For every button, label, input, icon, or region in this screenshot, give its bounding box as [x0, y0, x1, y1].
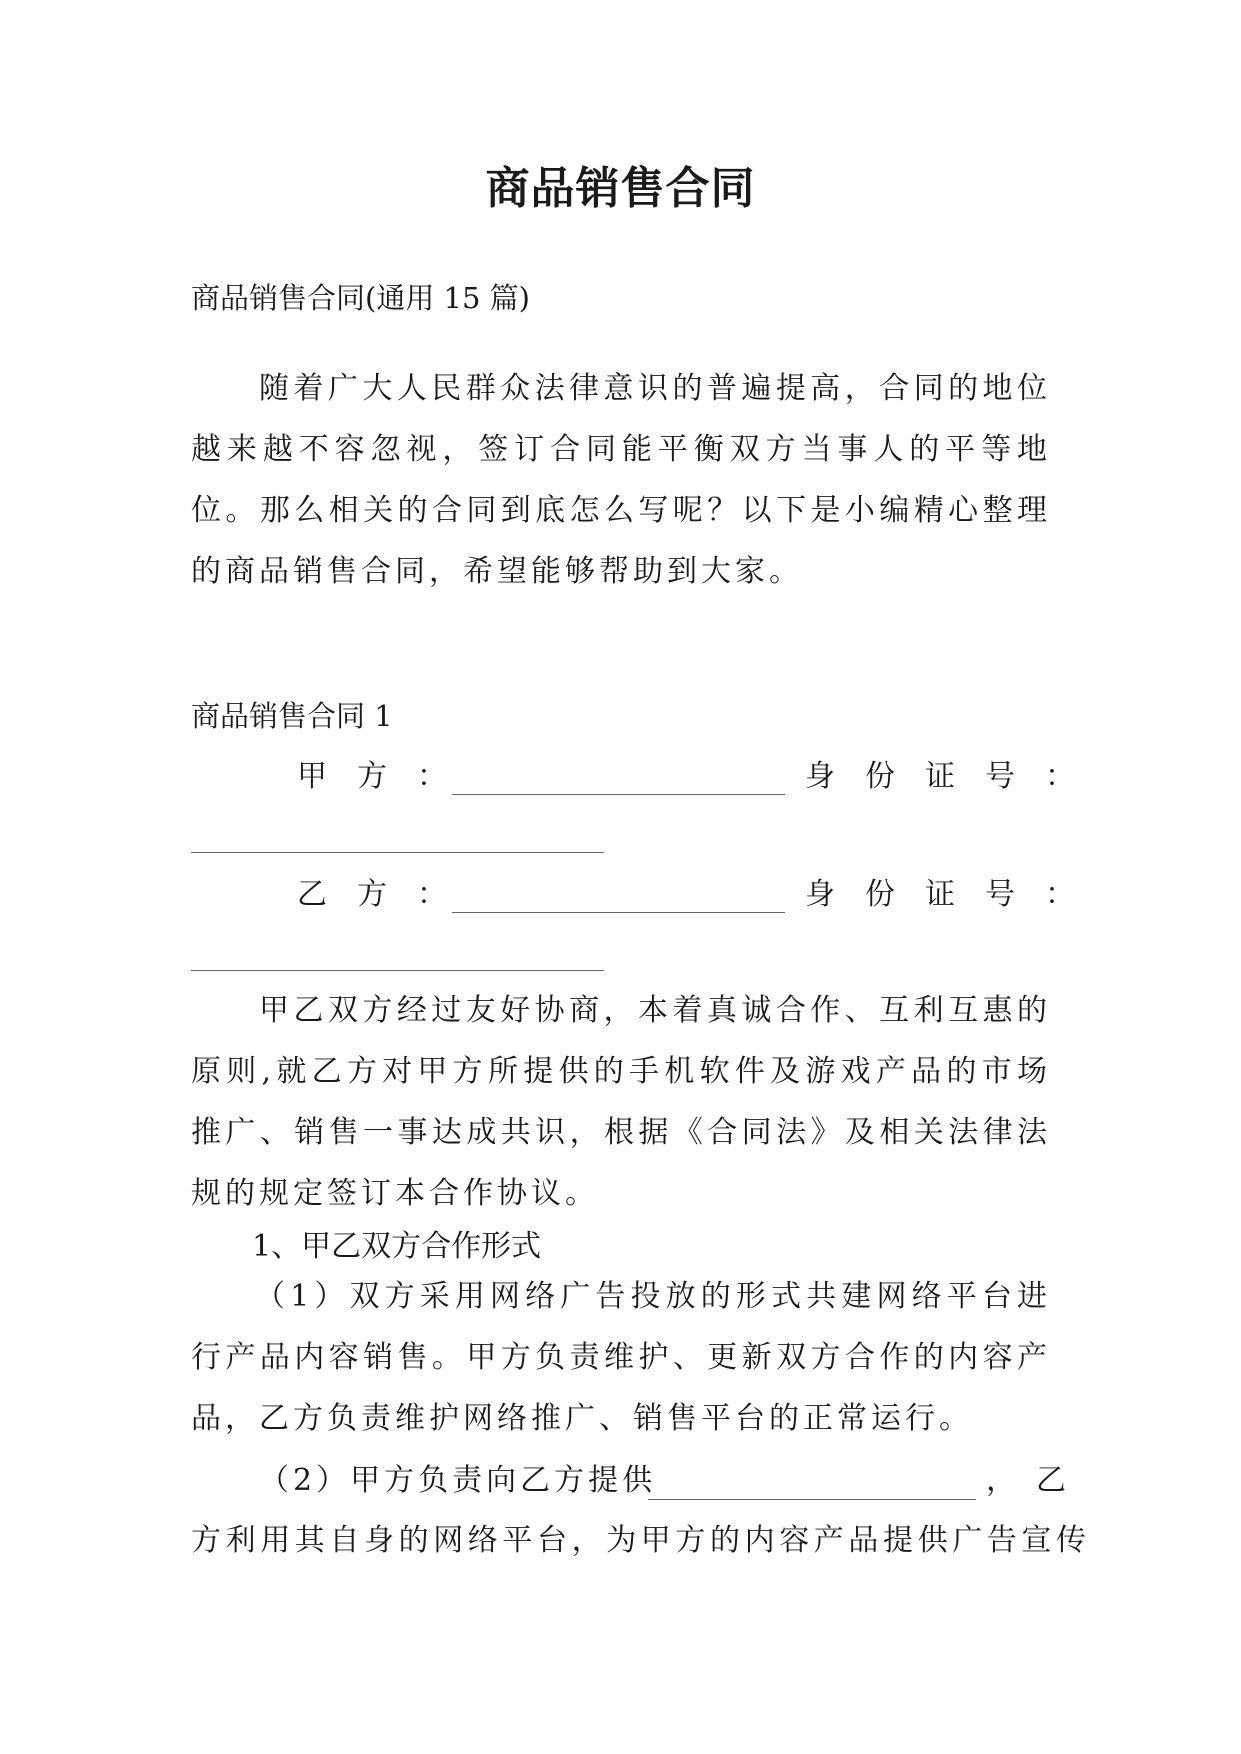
- party-a-name-blank: [452, 794, 785, 795]
- party-b-id-blank: [191, 970, 604, 971]
- clause-1-2-blank: [648, 1499, 976, 1500]
- clause-1-2-continuation: 方利用其自身的网络平台，为甲方的内容产品提供广告宣传: [191, 1523, 1091, 1558]
- clause-1-2-start: （2）甲方负责向乙方提供: [259, 1463, 657, 1498]
- party-a-id-label: 身 份 证 号 ：: [805, 759, 1075, 794]
- preamble-paragraph: 甲乙双方经过友好协商，本着真诚合作、互利互惠的原则,就乙方对甲方所提供的手机软件及游戏产品的市场推广、销售一事达成共识，根据《合同法》及相关法律法规的规定签订本合作协议。: [191, 993, 1051, 1211]
- clause-1-1-paragraph: （1）双方采用网络广告投放的形式共建网络平台进行产品内容销售。甲方负责维护、更新双方合作的内容产品，乙方负责维护网络推广、销售平台的正常运行。: [191, 1279, 1051, 1436]
- clause-1-2-end: ，乙: [986, 1463, 1086, 1498]
- party-a-id-blank: [191, 852, 604, 853]
- party-b-label: 乙 方 ：: [297, 877, 447, 912]
- document-title: 商品销售合同: [485, 163, 756, 214]
- section-heading: 商品销售合同 1: [191, 699, 393, 733]
- party-b-id-label: 身 份 证 号 ：: [805, 877, 1075, 912]
- party-b-name-blank: [452, 912, 785, 913]
- document-subtitle: 商品销售合同(通用 15 篇): [191, 281, 530, 315]
- clause-1-heading: 1、甲乙双方合作形式: [252, 1229, 542, 1264]
- intro-paragraph: 随着广大人民群众法律意识的普遍提高，合同的地位越来越不容忽视，签订合同能平衡双方当事人的平等地位。那么相关的合同到底怎么写呢？以下是小编精心整理的商品销售合同，希望能够帮助到大家。: [191, 371, 1051, 589]
- party-a-label: 甲 方 ：: [297, 759, 447, 794]
